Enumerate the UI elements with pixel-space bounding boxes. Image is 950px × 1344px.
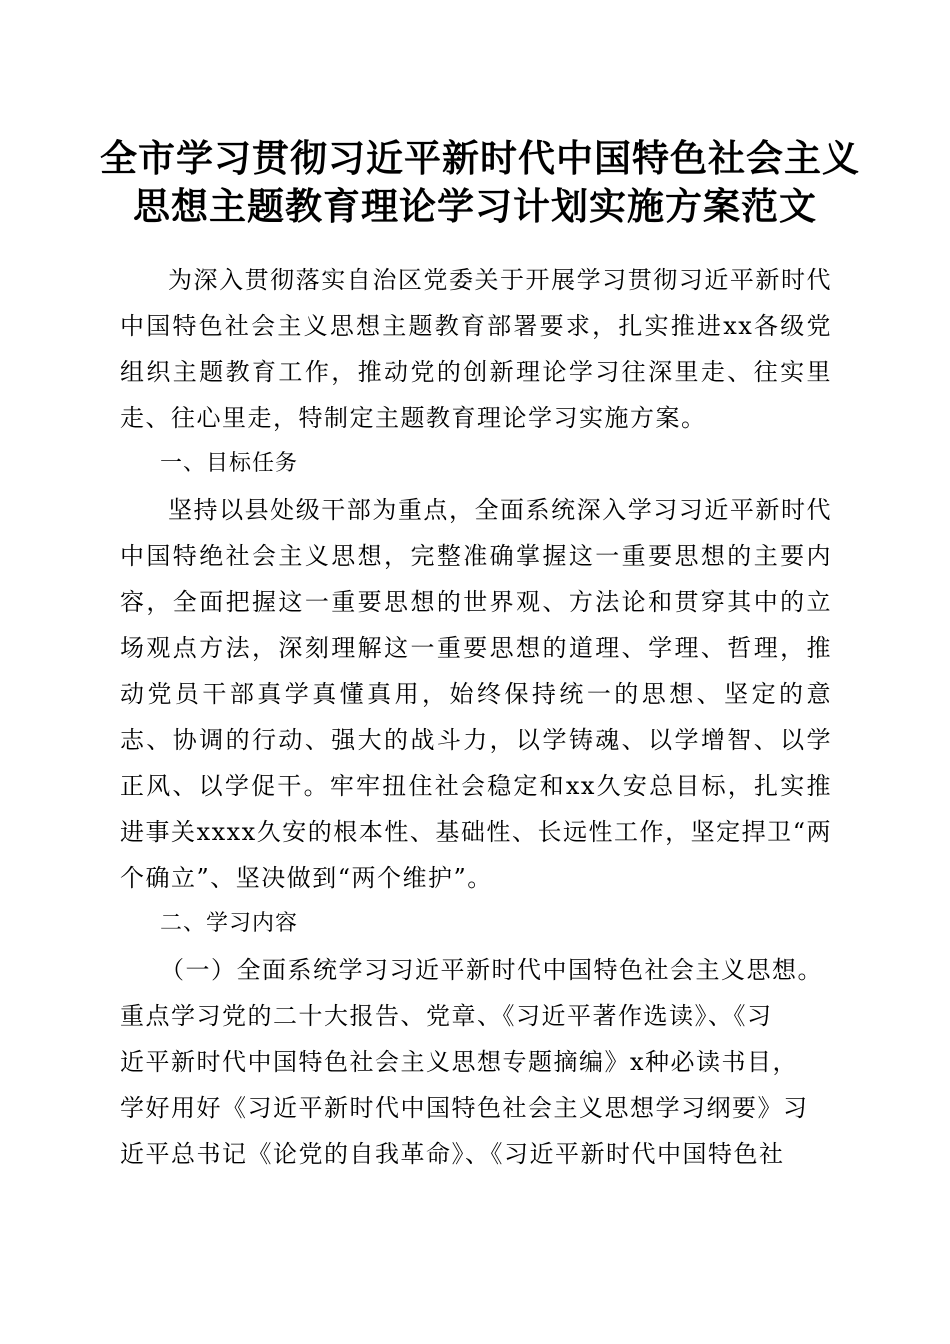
content-line: 学好用好《习近平新时代中国特色社会主义思想学习纲要》习 bbox=[120, 1094, 809, 1122]
title-line-2: 思想主题教育理论学习计划实施方案范文 bbox=[133, 184, 817, 228]
content-line: 重点学习党的二十大报告、党章、《习近平著作选读》、《习 bbox=[120, 1002, 773, 1030]
document-title bbox=[100, 134, 860, 230]
content-line: （一）全面系统学习习近平新时代中国特色社会主义思想。 bbox=[160, 956, 823, 984]
content-line: 近平总书记《论党的自我革命》、《习近平新时代中国特色社 bbox=[120, 1140, 785, 1168]
section-heading-goals: 一、目标任务 bbox=[160, 451, 299, 476]
title-line-1: 全市学习贯彻习近平新时代中国特色社会主义 bbox=[100, 136, 860, 180]
intro-paragraph: 为深入贯彻落实自治区党委关于开展学习贯彻习近平新时代中国特色社会主义思想主题教育部署要求，扎实推进xx各级党组织主题教育工作，推动党的创新理论学习往深里走、往实里走、往心里走，特制定主题教育理论学习实施方案。 bbox=[120, 266, 832, 432]
goals-paragraph: 坚持以县处级干部为重点，全面系统深入学习习近平新时代中国特绝社会主义思想，完整准确掌握这一重要思想的主要内容，全面把握这一重要思想的世界观、方法论和贯穿其中的立场观点方法，深刻理解这一重要思想的道理、学理、哲理，推动党员干部真学真懂真用，始终保持统一的思想、坚定的意志、协调的行动、强大的战斗力，以学铸魂、以学增智、以学正风、以学促干。牢牢扭住社会稳定和xx久安总目标，扎实推进事关xxxx久安的根本性、基础性、长远性工作，坚定捍卫“两个确立”、坚决做到“两个维护”。 bbox=[120, 496, 832, 892]
content-line: 近平新时代中国特色社会主义思想专题摘编》x种必读书目， bbox=[120, 1048, 799, 1076]
content-item-1 bbox=[120, 947, 832, 1177]
document-body bbox=[120, 257, 832, 1177]
section-heading-content: 二、学习内容 bbox=[160, 911, 299, 936]
